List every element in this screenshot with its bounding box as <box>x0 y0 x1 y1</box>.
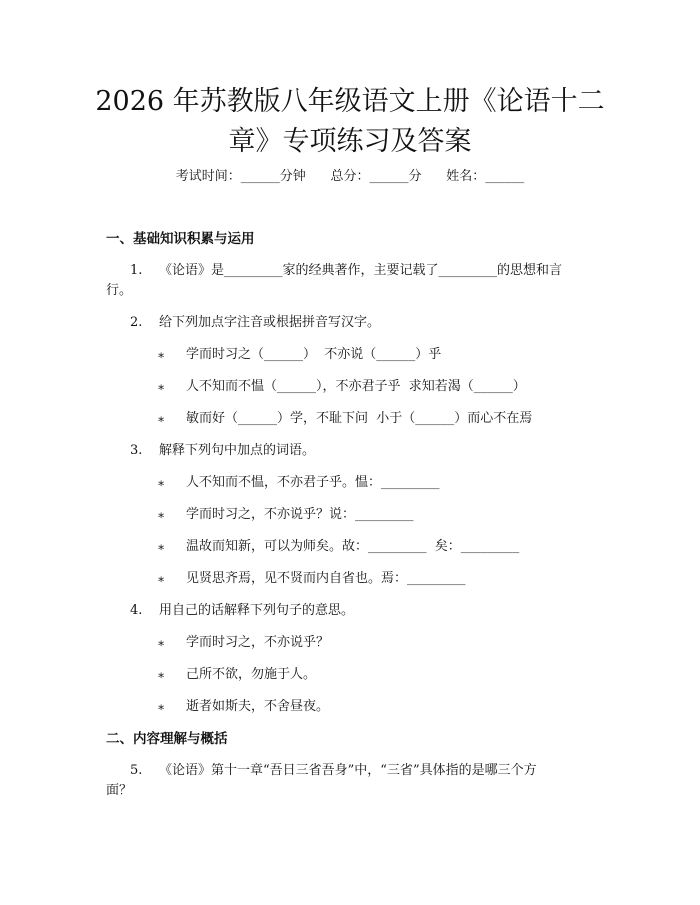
list-item-text: 见贤思齐焉，见不贤而内自省也。焉：_________ <box>186 571 466 586</box>
bullet-icon: ∗ <box>157 572 166 586</box>
bullet-icon: ∗ <box>157 412 166 426</box>
list-item-text: 逝者如斯夫，不舍昼夜。 <box>186 699 330 714</box>
list-item-text: 学而时习之，不亦说乎？ <box>186 635 330 650</box>
list-item-text: 己所不欲，勿施于人。 <box>186 667 317 682</box>
list-item-text: 人不知而不愠（______），不亦君子乎 求知若渴（______） <box>186 379 526 394</box>
question-number: 2. <box>130 315 143 330</box>
section-heading-2: 二、内容理解与概括 <box>106 731 228 747</box>
list-item-text: 温故而知新，可以为师矣。故：_________ 矣：_________ <box>186 539 520 554</box>
bullet-icon: ∗ <box>157 348 166 362</box>
bullet-icon: ∗ <box>157 636 166 650</box>
section-heading-1: 一、基础知识积累与运用 <box>106 231 255 247</box>
question-number: 4. <box>130 603 143 618</box>
title-line-2: 章》专项练习及答案 <box>228 126 472 157</box>
question-text: 用自己的话解释下列句子的意思。 <box>159 603 355 618</box>
list-item-text: 学而时习之（______） 不亦说（______）乎 <box>186 347 442 362</box>
bullet-icon: ∗ <box>157 700 166 714</box>
exam-info-line: 考试时间：______分钟 总分：______分 姓名：______ <box>175 169 525 184</box>
question-text: 解释下列句中加点的词语。 <box>159 443 316 458</box>
bullet-icon: ∗ <box>157 380 166 394</box>
question-text: 给下列加点字注音或根据拼音写汉字。 <box>159 315 381 330</box>
list-item-text: 敏而好（______）学，不耻下问 小于（______）而心不在焉 <box>186 411 533 426</box>
question-text-continuation: 面？ <box>106 783 133 798</box>
list-item-text: 人不知而不愠，不亦君子乎。愠：_________ <box>186 475 440 490</box>
bullet-icon: ∗ <box>157 668 166 682</box>
bullet-icon: ∗ <box>157 508 166 522</box>
question-text: 《论语》第十一章“吾日三省吾身”中，“三省”具体指的是哪三个方 <box>159 763 537 778</box>
list-item-text: 学而时习之，不亦说乎？说：_________ <box>186 507 414 522</box>
question-text: 《论语》是_________家的经典著作，主要记载了_________的思想和言 <box>159 263 563 278</box>
bullet-icon: ∗ <box>157 540 166 554</box>
question-number: 1. <box>130 263 143 278</box>
question-text-continuation: 行。 <box>106 283 133 298</box>
question-number: 5. <box>130 763 143 778</box>
question-number: 3. <box>130 443 143 458</box>
title-line-1: 2026 年苏教版八年级语文上册《论语十二 <box>95 86 605 117</box>
bullet-icon: ∗ <box>157 476 166 490</box>
